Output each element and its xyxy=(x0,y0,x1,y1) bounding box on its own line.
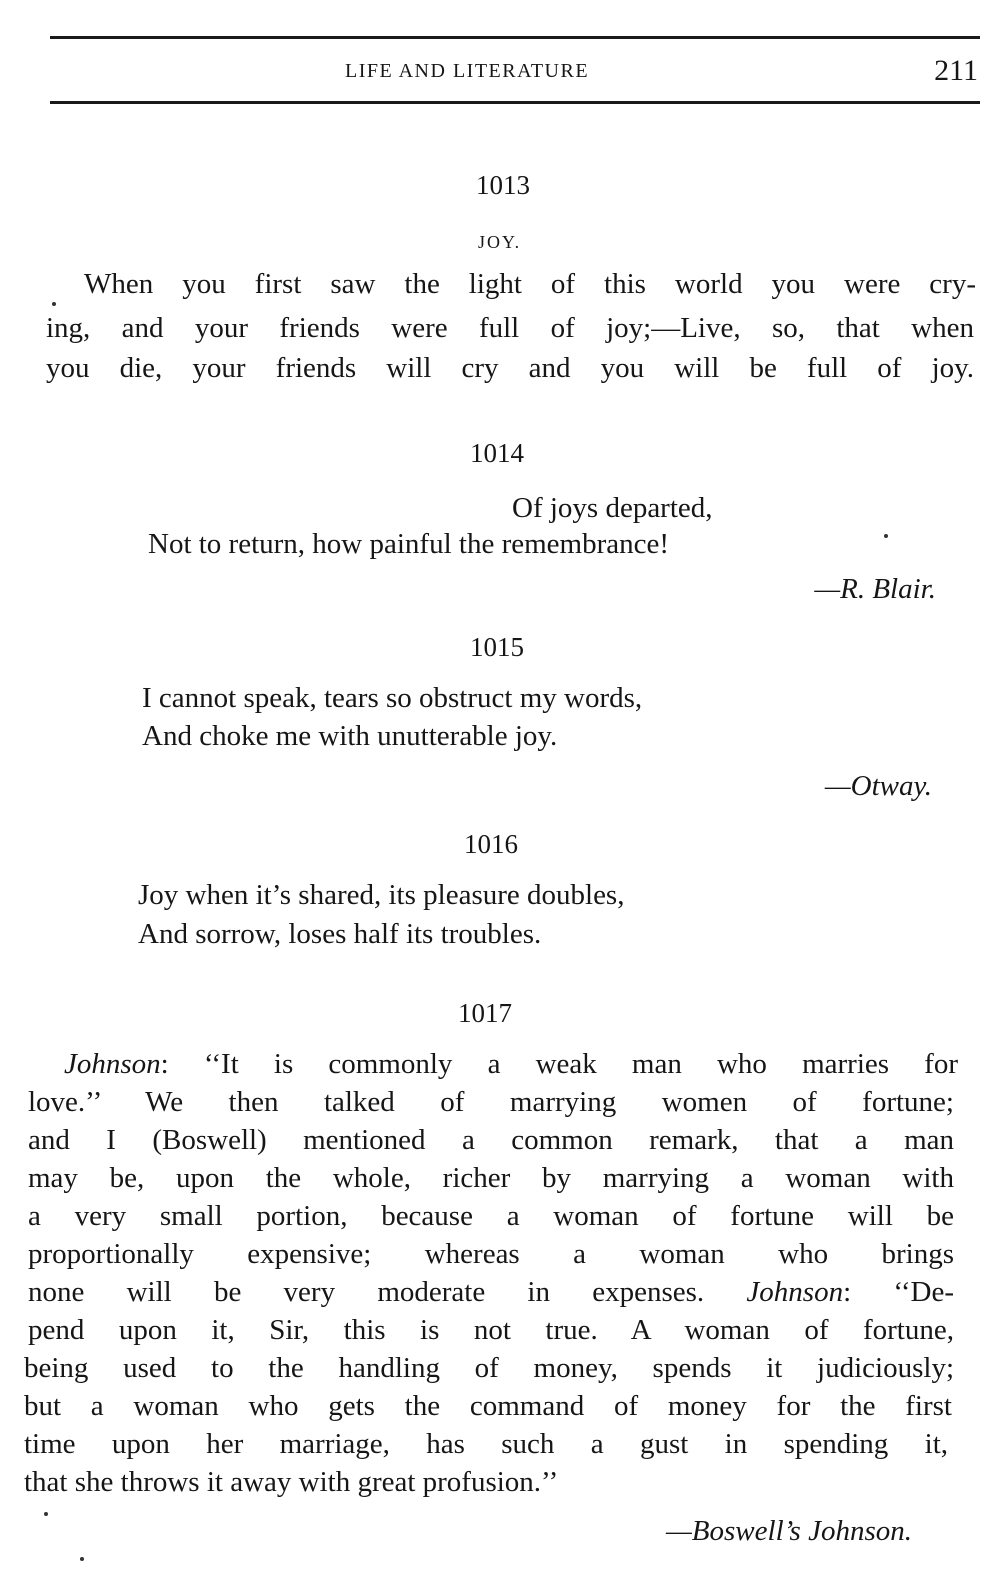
scan-speck xyxy=(52,302,56,306)
entry-number-1017: 1017 xyxy=(458,998,512,1028)
entry-1017-line-4: may be, upon the whole, richer by marrying a woman with xyxy=(28,1162,954,1194)
entry-1017-line-3: and I (Boswell) mentioned a common remark, that a man xyxy=(28,1124,954,1156)
entry-1014-line-2: Not to return, how painful the remembrance! xyxy=(148,528,670,560)
entry-1013-line-2: ing, and your friends were full of joy;—Live, so, that when xyxy=(46,312,974,344)
entry-1016-line-2: And sorrow, loses half its troubles. xyxy=(138,918,542,950)
entry-1015-line-2: And choke me with unutterable joy. xyxy=(142,720,558,752)
entry-1017-attribution: —Boswell’s Johnson. xyxy=(666,1515,912,1547)
entry-1017-line-11: time upon her marriage, has such a gust in spending it, xyxy=(24,1428,948,1460)
entry-1017-line-1-text: : ‘‘It is commonly a weak man who marries for xyxy=(160,1048,958,1080)
entry-1015-line-1: I cannot speak, tears so obstruct my words, xyxy=(142,682,643,714)
entry-number-1013: 1013 xyxy=(476,170,530,200)
speaker-johnson-2: Johnson xyxy=(746,1276,844,1308)
entry-1016-line-1: Joy when it’s shared, its pleasure doubles, xyxy=(138,879,625,911)
entry-1014-line-1: Of joys departed, xyxy=(512,492,713,524)
entry-1013-line-3: you die, your friends will cry and you will be full of joy. xyxy=(46,352,974,384)
scan-speck xyxy=(80,1557,84,1561)
entry-1017-line-7 xyxy=(28,1276,954,1309)
entry-1017-line-9: being used to the handling of money, spends it judiciously; xyxy=(24,1352,954,1384)
running-title: LIFE AND LITERATURE xyxy=(345,60,590,82)
entry-number-1016: 1016 xyxy=(464,829,518,859)
entry-1017-line-6: proportionally expensive; whereas a woman who brings xyxy=(28,1238,954,1270)
header-top-rule xyxy=(50,36,980,39)
entry-1014-attribution: —R. Blair. xyxy=(814,573,936,605)
entry-1017-line-5: a very small portion, because a woman of fortune will be xyxy=(28,1200,954,1232)
scan-speck xyxy=(884,534,888,538)
entry-1017-line-10: but a woman who gets the command of money for the first xyxy=(24,1390,952,1422)
entry-1013-line-1: When you first saw the light of this world you were cry- xyxy=(84,268,976,300)
entry-heading-joy: JOY. xyxy=(478,232,522,252)
entry-1017-line-12: that she throws it away with great profusion.’’ xyxy=(24,1466,559,1498)
speaker-johnson: Johnson xyxy=(64,1048,161,1080)
entry-1017-line-7-start: none will be very moderate in expenses. xyxy=(28,1276,705,1308)
entry-1015-attribution: —Otway. xyxy=(824,770,932,802)
entry-number-1014: 1014 xyxy=(470,438,524,468)
page-number: 211 xyxy=(934,54,978,87)
header-bottom-rule xyxy=(50,101,980,104)
entry-1017-line-8: pend upon it, Sir, this is not true. A woman of fortune, xyxy=(28,1314,954,1346)
entry-1017-line-7-end: : ‘‘De- xyxy=(843,1276,955,1308)
entry-1017-line-2: love.’’ We then talked of marrying women of fortune; xyxy=(28,1086,954,1118)
entry-number-1015: 1015 xyxy=(470,632,524,662)
scan-speck xyxy=(44,1512,48,1516)
entry-1017-line-1 xyxy=(64,1048,958,1081)
